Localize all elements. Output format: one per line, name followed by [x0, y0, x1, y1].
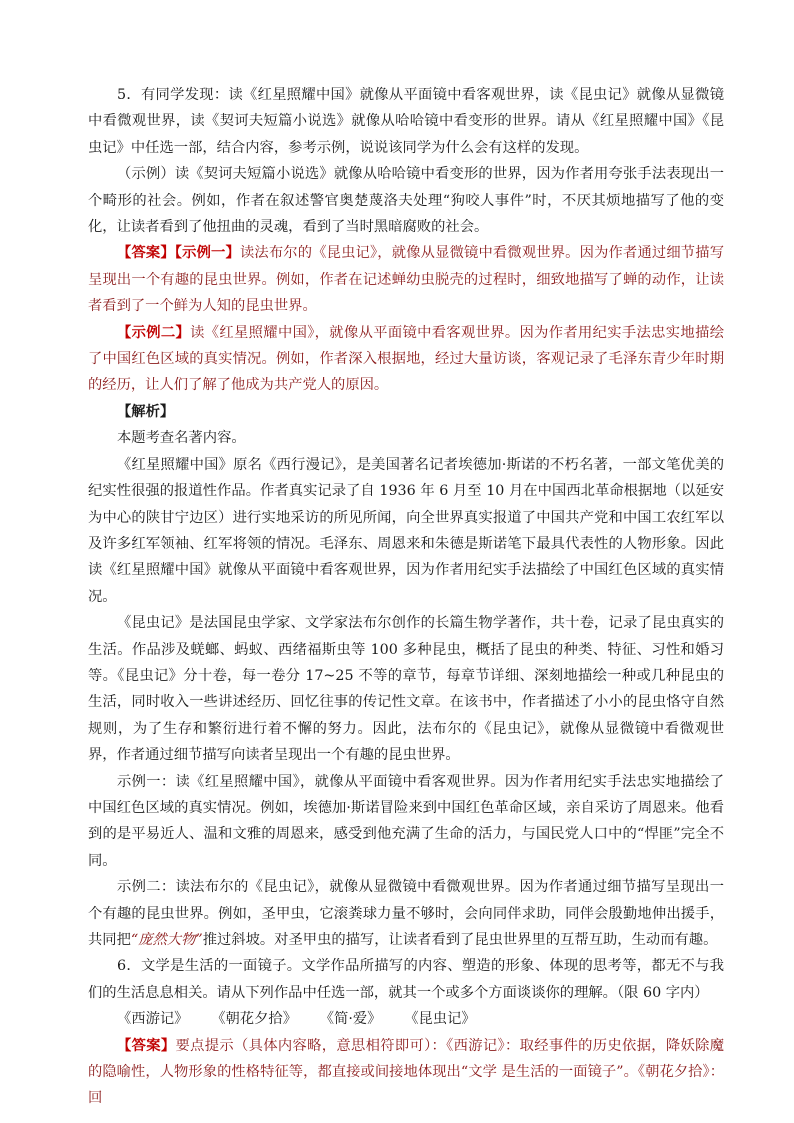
q6-answer-text: 要点提示（具体内容略，意思相符即可）：《西游记》：取经事件的历史依据，降妖除魔的隐喻性，人物形象的性格特征等，都直接或间接地体现出“文学 是生活的一面镜子”。《朝花夕拾》：回	[88, 1037, 725, 1107]
answer-1-text: 读法布尔的《昆虫记》，就像从显微镜中看微观世界。因为作者通过细节描写呈现出一个有趣的昆虫世界。例如，作者在记述蝉幼虫脱壳的过程时，细致地描写了蝉的动作，让读者看到了一个鲜为人知的昆虫世界。	[88, 245, 724, 315]
q5-example: （示例）读《契诃夫短篇小说选》就像从哈哈镜中看变形的世界，因为作者用夸张手法表现出一个畸形的社会。例如，作者在叙述警官奥楚蔑洛夫处理“狗咬人事件”时，不厌其烦地描写了他的变化，让读者看到了他扭曲的灵魂，看到了当时黑暗腐败的社会。	[88, 166, 724, 236]
q5-question: 5．有同学发现：读《红星照耀中国》就像从平面镜中看客观世界，读《昆虫记》就像从显微镜中看微观世界，读《契诃夫短篇小说选》就像从哈哈镜中看变形的世界。请从《红星照耀中国》《昆虫记》中任选一部，结合内容，参考示例，说说该同学为什么会有这样的发现。	[88, 87, 724, 156]
q6-answer-tag: 【答案】	[117, 1037, 176, 1054]
analysis-paragraph-3: 示例一：读《红星照耀中国》，就像从平面镜中看客观世界。因为作者用纪实手法忠实地描绘了中国红色区域的真实情况。例如，埃德加·斯诺冒险来到中国红色革命区域，亲自采访了周恩来。他看到的是平易近人、温和文雅的周恩来，感受到他充满了生命的活力，与国民党人口中的“悍匪”完全不同。	[88, 773, 724, 869]
example-one-tag: 【示例一】	[174, 245, 240, 262]
analysis-p4-highlight: “庞然大物”	[130, 932, 203, 948]
analysis-heading	[88, 399, 724, 425]
answer-tag: 【答案】	[117, 245, 175, 262]
analysis-p4-end: 推过斜坡。对圣甲虫的描写，让读者看到了昆虫世界里的互帮互助，生动而有趣。	[202, 932, 718, 948]
q6-answer	[88, 1033, 724, 1112]
q6-works-list	[88, 1006, 724, 1032]
analysis-paragraph-2: 《昆虫记》是法国昆虫学家、文学家法布尔创作的长篇生物学著作，共十卷，记录了昆虫真实的生活。作品涉及蜣螂、蚂蚁、西绪福斯虫等 100 多种昆虫，概括了昆虫的种类、特征、习性和婚习等。《昆虫记》分十卷，每一卷分 17~25 不等的章节，每章节详细、深刻地描绘一种或几种昆虫的生活，同时收入一些讲述经历、回忆往事的传记性文章。在该书中，作者描述了小小的昆虫恪守自然规则，为了生存和繁衍进行着不懈的努力。因此，法布尔的《昆虫记》，就像从显微镜中看微观世界，作者通过细节描写向读者呈现出一个有趣的昆虫世界。	[88, 615, 724, 764]
work-jianai: 《简·爱》	[319, 1011, 382, 1028]
example-two-tag: 【示例二】	[117, 324, 191, 341]
analysis-intro: 本题考查名著内容。	[117, 430, 246, 447]
analysis-tag: 【解析】	[117, 403, 175, 420]
answer-2-text: 读《红星照耀中国》，就像从平面镜中看客观世界。因为作者用纪实手法忠实地描绘了中国红色区域的真实情况。例如，作者深入根据地，经过大量访谈，客观记录了毛泽东青少年时期的经历，让人们了解了他成为共产党人的原因。	[88, 324, 724, 394]
q6-question: 6．文学是生活的一面镜子。文学作品所描写的内容、塑造的形象、体现的思考等，都无不与我们的生活息息相关。请从下列作品中任选一部，就其一个或多个方面谈谈你的理解。（限 60 字内）	[88, 958, 724, 1001]
work-zhaohuaxishi: 《朝花夕拾》	[211, 1011, 297, 1028]
work-xiyouji: 《西游记》	[117, 1011, 189, 1028]
analysis-paragraph-4	[88, 874, 724, 953]
document-page	[88, 82, 724, 1112]
q5-answer-1	[88, 240, 724, 319]
q5-answer-2	[88, 320, 724, 399]
work-kunchongji: 《昆虫记》	[404, 1011, 476, 1028]
analysis-p4-start: 示例二：读法布尔的《昆虫记》，就像从显微镜中看微观世界。因为作者通过细节描写呈现出一个有趣的昆虫世界。例如，圣甲虫，它滚粪球力量不够时，会向同伴求助，同伴会殷勤地伸出援手，共同把	[88, 879, 724, 948]
analysis-paragraph-1: 《红星照耀中国》原名《西行漫记》，是美国著名记者埃德加·斯诺的不朽名著，一部文笔优美的纪实性很强的报道性作品。作者真实记录了自 1936 年 6 月至 10 月在中国西北革命根据地（以延安为中心的陕甘宁边区）进行实地采访的所见所闻，向全世界真实报道了中国共产党和中国工农红军以及许多红军领袖、红军将领的情况。毛泽东、周恩来和朱德是斯诺笔下最具代表性的人物形象。因此读《红星照耀中国》就像从平面镜中看客观世界，因为作者用纪实手法描绘了中国红色区域的真实情况。	[88, 456, 724, 605]
